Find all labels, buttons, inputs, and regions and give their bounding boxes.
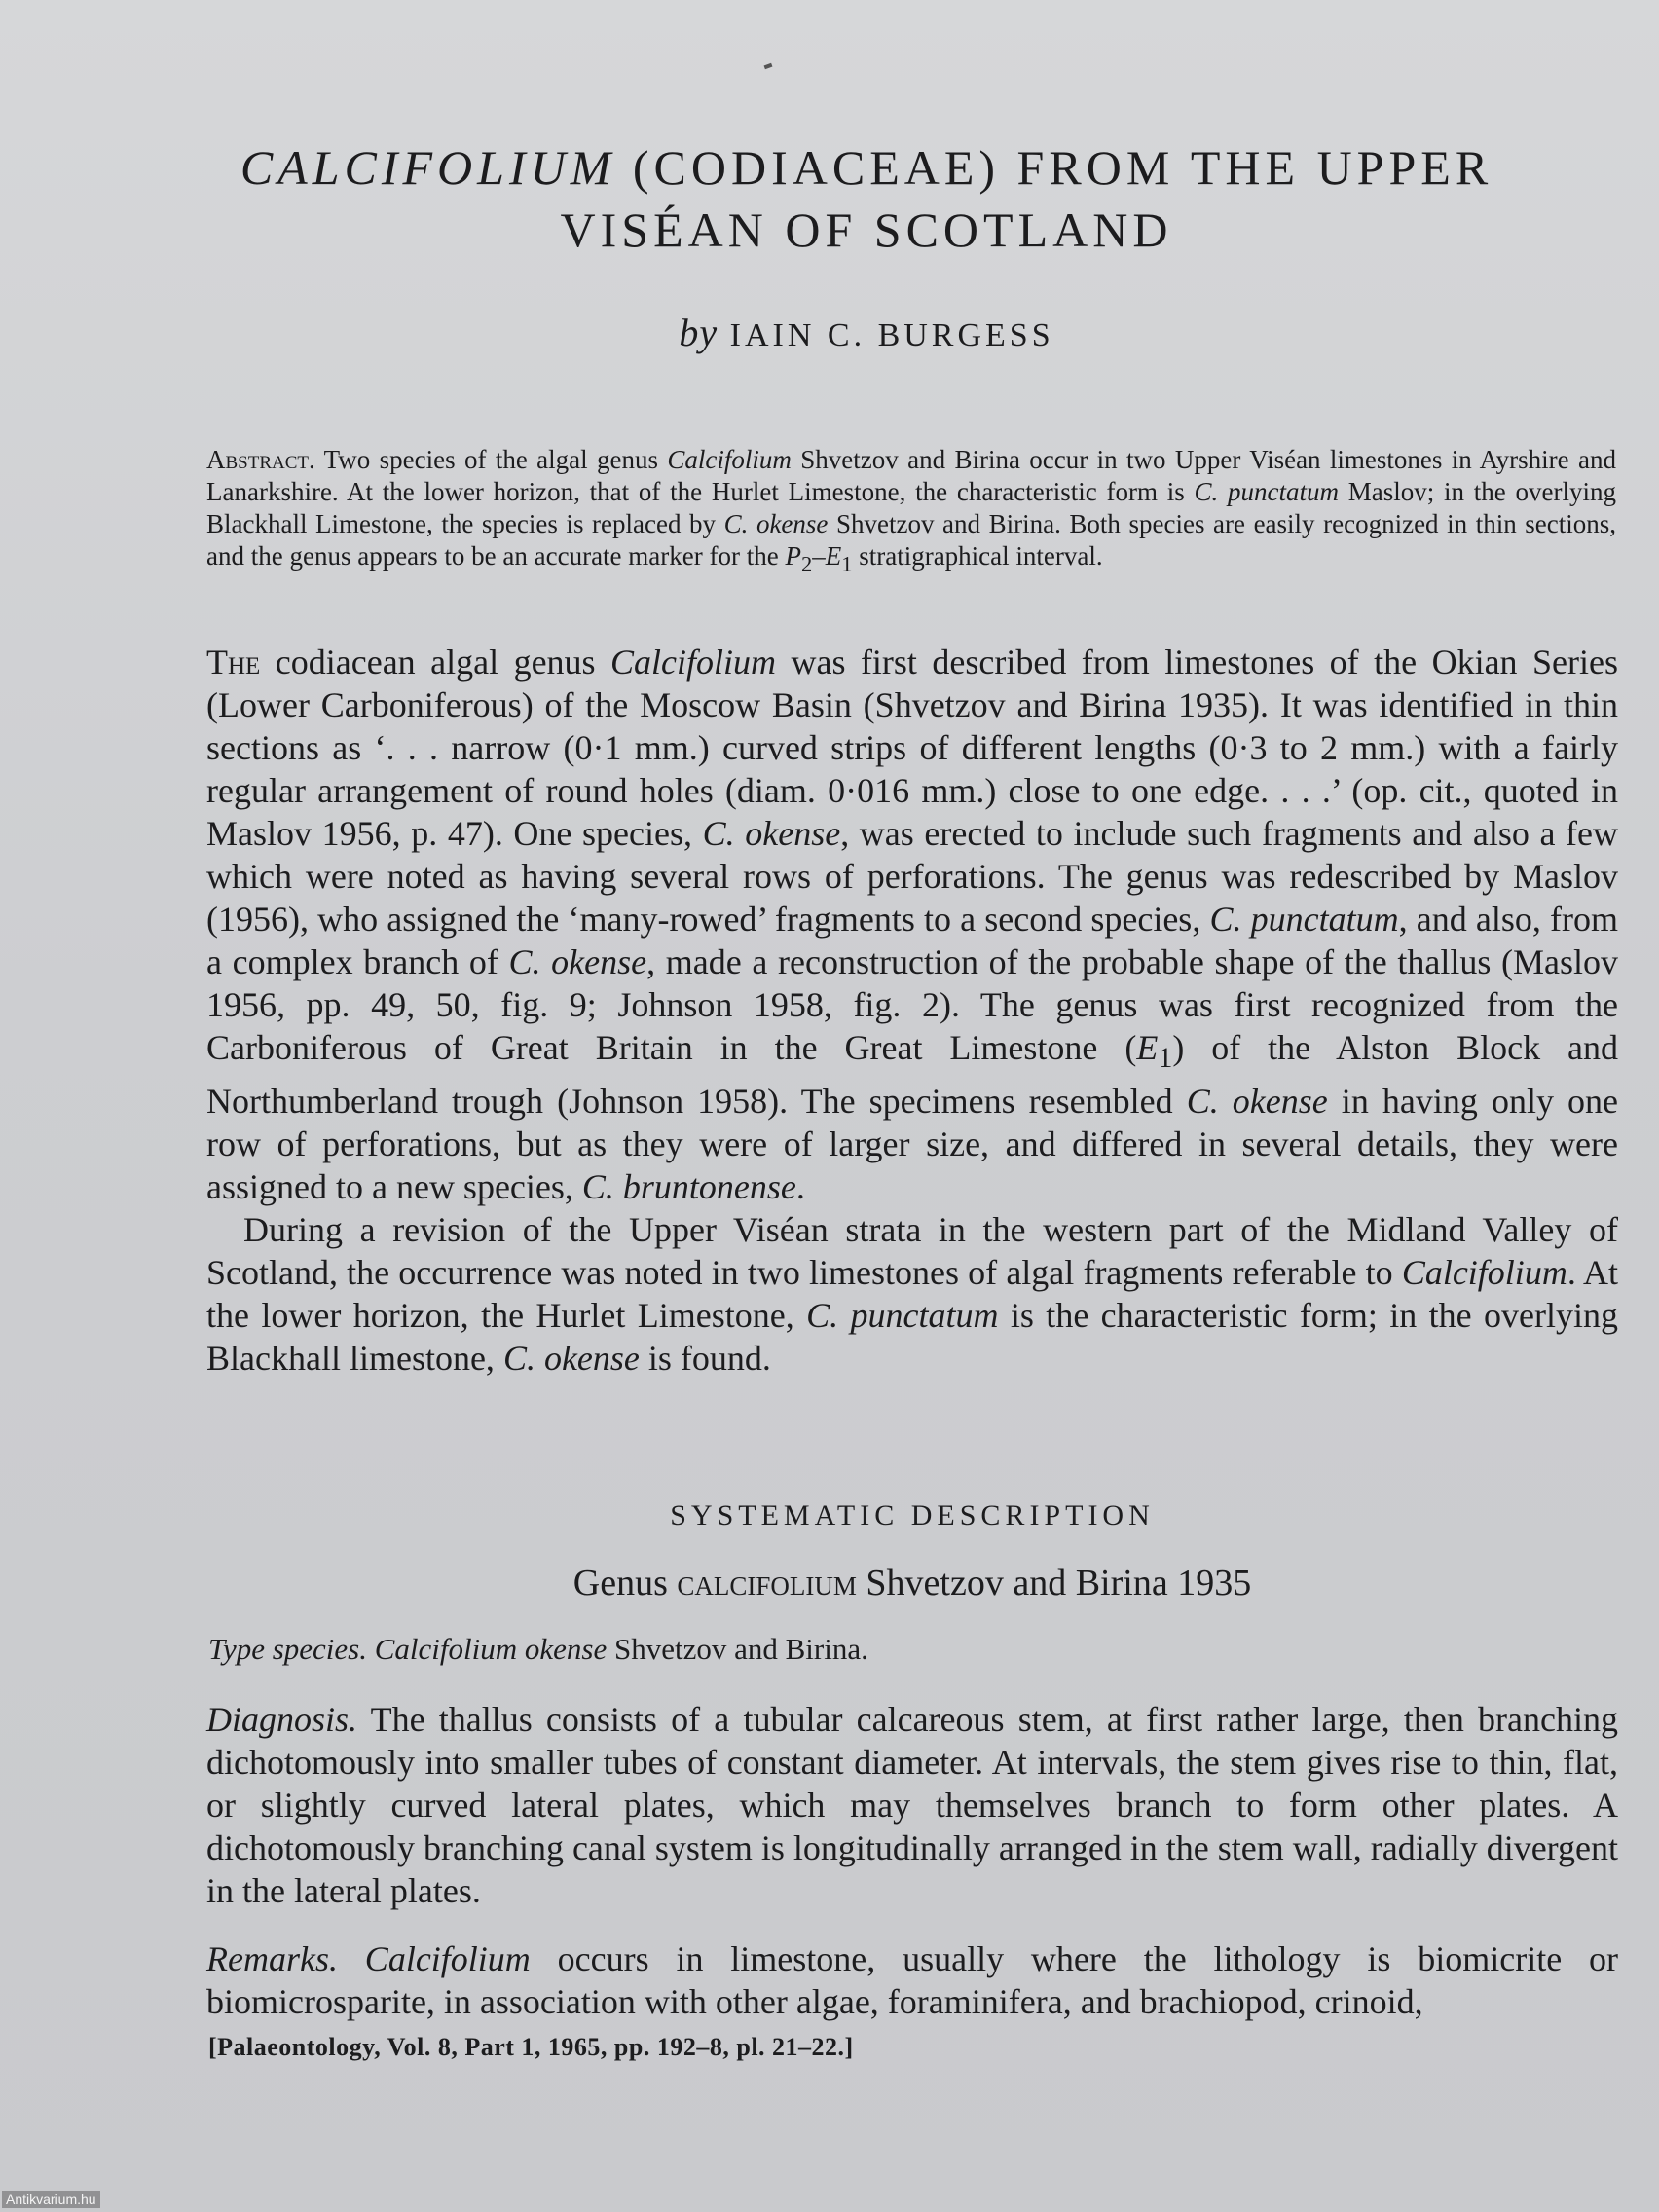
genus-heading xyxy=(206,1562,1618,1604)
body-italic: C. okense xyxy=(502,1339,640,1379)
diagnosis-label: Diagnosis. xyxy=(206,1700,358,1739)
remarks xyxy=(206,1937,1618,2023)
intro-paragraph-2 xyxy=(206,1208,1618,1380)
diagnosis xyxy=(206,1698,1618,1912)
abstract-subscript: 2 xyxy=(800,551,813,576)
body-text: in having only one row of perforations, but as they were of larger size, and differed in several details, they were assigned to a new species, xyxy=(206,1082,1619,1207)
type-species xyxy=(208,1632,1620,1667)
body-italic: C. punctatum xyxy=(806,1296,999,1336)
body-italic: C. okense xyxy=(508,942,647,981)
byline xyxy=(156,310,1577,355)
body-text: is found. xyxy=(639,1339,771,1379)
section-heading: SYSTEMATIC DESCRIPTION xyxy=(670,1499,1155,1531)
abstract-label: Abstract. xyxy=(206,445,315,474)
body-text: During a revision of the Upper Viséan strata in the western part of the Midland Valley of Scotland, the occurrence was noted in two limestones of algal fragments referable to xyxy=(206,1210,1618,1293)
body-text: . At the lower horizon, the Hurlet Limestone, xyxy=(206,1253,1618,1336)
abstract-text: Maslov; in the overlying Blackhall Limestone, the species is replaced by xyxy=(206,477,1617,538)
intro-lead-word: The xyxy=(206,643,261,682)
body-italic: C. punctatum xyxy=(1209,900,1399,939)
body-italic: C. bruntonense xyxy=(581,1167,796,1207)
abstract xyxy=(206,444,1616,579)
body-text: , was erected to include such fragments and also a few which were noted as having several rows of perforations. The genus was redescribed by Maslov (1956), who assigned the ‘many-rowed’ fragments to a second species, xyxy=(206,814,1619,939)
abstract-text: Shvetzov and Birina. Both species are easily recognized in thin sections, and the genus appears to be an accurate marker for the xyxy=(206,509,1617,571)
title-genus: CALCIFOLIUM xyxy=(240,140,616,195)
type-species-authors: Shvetzov and Birina. xyxy=(607,1632,868,1666)
body-text: , and also, from a complex branch of xyxy=(206,900,1618,981)
introduction xyxy=(206,641,1618,1380)
body-text: codiacean algal genus xyxy=(260,643,611,682)
byline-author: IAIN C. BURGESS xyxy=(718,317,1054,353)
abstract-text: Two species of the algal genus xyxy=(314,445,668,474)
body-italic: C. okense xyxy=(702,814,841,853)
body-text: was first described from limestones of the Okian Series (Lower Carboniferous) of the Moscow Basin (Shvetzov and Birina 1935). It was identified in thin sections as ‘. . . narrow (0·1 mm.) curved strips of different lengths (0·3 to 2 mm.) with a fairly regular arrangement of round holes (diam. 0·016 mm.) close to one edge. . . .’ (op. cit., quoted in Maslov 1956, p. 47). One species, xyxy=(206,643,1618,853)
article-title xyxy=(156,136,1577,261)
remarks-text: occurs in limestone, usually where the lithology is biomicrite or biomicrosparite, in association with other algae, foraminifera, and brachiopod, crinoid, xyxy=(206,1939,1619,2021)
abstract-italic: C. punctatum xyxy=(1194,477,1340,506)
body-text: ) of the Alston Block and Northumberland trough (Johnson 1958). The specimens resembled xyxy=(206,1028,1618,1122)
watermark: Antikvarium.hu xyxy=(2,2191,100,2208)
type-species-name: Calcifolium okense xyxy=(366,1632,608,1666)
body-italic: E xyxy=(1136,1028,1159,1067)
abstract-italic: C. okense xyxy=(723,509,829,538)
body-italic: Calcifolium xyxy=(610,643,777,682)
genus-heading-name: calcifolium xyxy=(677,1563,857,1604)
remarks-italic: Calcifolium xyxy=(337,1939,531,1978)
genus-heading-post: Shvetzov and Birina 1935 xyxy=(856,1563,1252,1604)
abstract-italic: E xyxy=(825,541,842,571)
abstract-italic: Calcifolium xyxy=(667,445,792,474)
body-italic: C. okense xyxy=(1186,1082,1328,1122)
abstract-dash: – xyxy=(812,541,826,571)
diagnosis-paragraph xyxy=(206,1698,1618,1912)
intro-paragraph-1 xyxy=(206,641,1618,1208)
abstract-text: stratigraphical interval. xyxy=(852,541,1103,571)
abstract-subscript: 1 xyxy=(841,551,853,576)
byline-by: by xyxy=(679,311,719,354)
body-subscript: 1 xyxy=(1158,1042,1173,1075)
remarks-label: Remarks. xyxy=(206,1939,338,1978)
body-text: , made a reconstruction of the probable shape of the thallus (Maslov 1956, pp. 49, 50, fig. 9; Johnson 1958, fig. 2). The genus was first recognized from the Carboniferous of Great Britain in the Great Limestone ( xyxy=(206,942,1619,1067)
remarks-paragraph xyxy=(206,1937,1618,2023)
diagnosis-text: The thallus consists of a tubular calcareous stem, at first rather large, then branching dichotomously into smaller tubes of constant diameter. At intervals, the stem gives rise to thin, flat, or slightly curved lateral plates, which may themselves branch to form other plates. A dichotomously branching canal system is longitudinally arranged in the stem wall, radially divergent in the lateral plates. xyxy=(206,1700,1619,1910)
type-species-label: Type species. xyxy=(208,1632,367,1666)
body-italic: Calcifolium xyxy=(1401,1253,1567,1293)
abstract-italic: P xyxy=(785,541,801,571)
genus-heading-pre: Genus xyxy=(572,1563,678,1604)
journal-citation: [Palaeontology, Vol. 8, Part 1, 1965, pp. 192–8, pl. 21–22.] xyxy=(208,2033,854,2061)
title-line2: VISÉAN OF SCOTLAND xyxy=(560,203,1173,257)
title-rest-line1: (CODIACEAE) FROM THE UPPER xyxy=(615,140,1493,195)
ink-speck xyxy=(764,63,773,69)
body-text: . xyxy=(795,1167,805,1207)
abstract-text: Shvetzov and Birina occur in two Upper Viséan limestones in Ayrshire and Lanarkshire. At the lower horizon, that of the Hurlet Limestone, the characteristic form is xyxy=(206,445,1616,506)
body-text: is the characteristic form; in the overlying Blackhall limestone, xyxy=(206,1296,1619,1379)
